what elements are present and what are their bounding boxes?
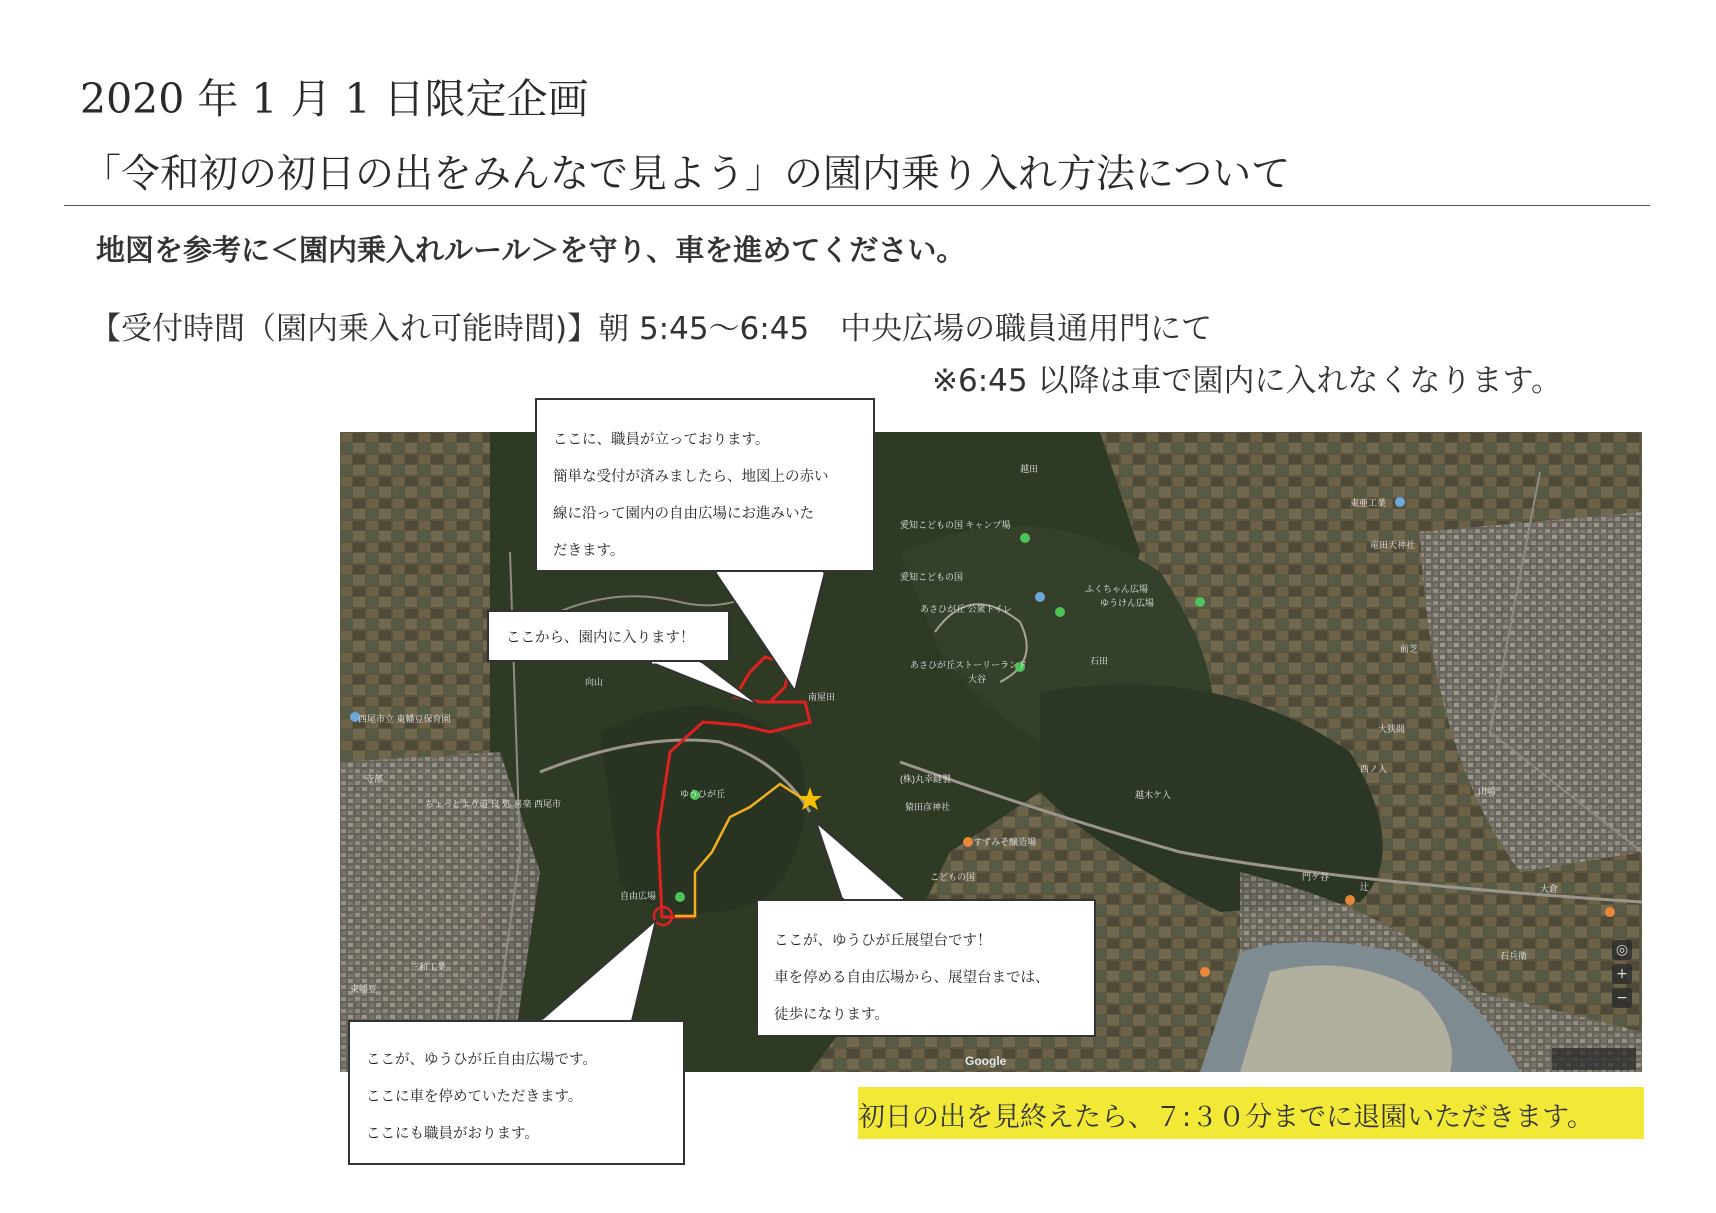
callout-line: 車を停める自由広場から、展望台までは、 [774, 970, 1050, 986]
park-pin-icon [675, 892, 685, 902]
callout-line: だきます。 [553, 543, 625, 559]
map-label: 石田 [1090, 656, 1109, 666]
map-label: こどもの国 [930, 872, 976, 882]
park-pin-icon [1055, 607, 1065, 617]
callout-line: ここから、園内に入ります！ [506, 630, 695, 646]
event-subtitle: 「令和初の初日の出をみんなで見よう」の園内乗り入れ方法について [82, 152, 1291, 197]
callout-observatory [756, 899, 1096, 1037]
street-view-pegman-icon[interactable] [1552, 1048, 1636, 1070]
map-label: 辻 [1360, 882, 1370, 892]
map-label: 越木ケ入 [1135, 790, 1172, 800]
business-pin-icon [1395, 497, 1405, 507]
reception-hours: 【受付時間（園内乗入れ可能時間)】朝 5:45〜6:45 中央広場の職員通用門にて [90, 311, 1213, 347]
event-title: 2020 年 1 月 1 日限定企画 [80, 75, 589, 123]
shop-pin-icon [963, 837, 973, 847]
map-label: 寺部 [365, 774, 384, 784]
map-label: 大倉 [1540, 884, 1559, 894]
map-label: 東幡豆 [350, 984, 378, 994]
map-label: 大谷 [968, 674, 987, 684]
staff-point-marker [787, 659, 797, 669]
map-attribution: Google [965, 1054, 1007, 1068]
map-label: 前芝 [1400, 644, 1419, 654]
map-label: 石兵衛 [1500, 951, 1528, 961]
exit-notice: 初日の出を見終えたら、７:３０分までに退園いただきます。 [858, 1087, 1644, 1139]
zoom-out-icon[interactable]: − [1612, 988, 1632, 1008]
map-label: 山崎 [1478, 786, 1497, 796]
callout-staff-gate [535, 398, 875, 572]
map-label: ゆうけん広場 [1100, 598, 1155, 608]
park-pin-icon [1195, 597, 1205, 607]
instruction-text: 地図を参考に＜園内乗入れルール＞を守り、車を進めてください。 [96, 233, 966, 267]
map-label: (株)丸幸縫製 [900, 774, 951, 784]
callout-parking [348, 1020, 685, 1165]
map-label: 西ノ入 [1360, 764, 1388, 774]
header-divider [64, 205, 1650, 206]
callout-entrance [487, 610, 730, 662]
map-label: あさひが丘ストーリーランド [910, 660, 1028, 670]
map-label: 門ケ谷 [1302, 872, 1330, 882]
map-label: 向山 [585, 677, 604, 687]
map-label: 越田 [1020, 464, 1039, 474]
business-pin-icon [1035, 592, 1045, 602]
map-label: 三和工業 [410, 962, 447, 972]
shop-pin-icon [1605, 907, 1615, 917]
map-label: 大狭間 [1378, 724, 1406, 734]
map-label: ふくちゃん広場 [1085, 584, 1149, 594]
map-label: ゆうひが丘 [680, 789, 726, 799]
callout-line: 簡単な受付が済みましたら、地図上の赤い [553, 469, 829, 485]
shop-pin-icon [1200, 967, 1210, 977]
callout-line: 線に沿って園内の自由広場にお進みいた [553, 506, 814, 522]
zoom-in-icon[interactable]: + [1612, 964, 1632, 984]
map-zoom-controls[interactable] [1608, 936, 1636, 1012]
map-label: あさひが丘 公衆トイレ [920, 604, 1013, 614]
callout-line: ここにも職員がおります。 [366, 1126, 539, 1142]
map-label: 竜田天神社 [1370, 540, 1416, 550]
shop-pin-icon [1345, 895, 1355, 905]
late-notice: ※6:45 以降は車で園内に入れなくなります。 [932, 363, 1562, 399]
park-pin-icon [1020, 533, 1030, 543]
callout-line: ここが、ゆうひが丘展望台です！ [774, 933, 992, 949]
map-label: 南屋田 [808, 692, 836, 702]
map-label: 猿田彦神社 [905, 802, 951, 812]
callout-line: ここに車を停めていただきます。 [366, 1089, 583, 1105]
callout-line: ここが、ゆうひが丘自由広場です。 [366, 1052, 597, 1068]
map-label: 自由広場 [620, 891, 657, 901]
map-label: 東亜工業 [1350, 498, 1387, 508]
map-label: ちょっとより道 良 処 喜楽 西尾市 [425, 799, 562, 809]
map-label: 西尾市立 東幡豆保育園 [358, 714, 451, 724]
map-label: すずみそ醸造場 [973, 837, 1037, 847]
compass-icon[interactable]: ◎ [1612, 940, 1632, 960]
map-label: 愛知こどもの国 [900, 572, 964, 582]
callout-line: 徒歩になります。 [774, 1007, 889, 1023]
map-label: 愛知こどもの国 キャンプ場 [900, 520, 1011, 530]
callout-line: ここに、職員が立っております。 [553, 432, 770, 448]
